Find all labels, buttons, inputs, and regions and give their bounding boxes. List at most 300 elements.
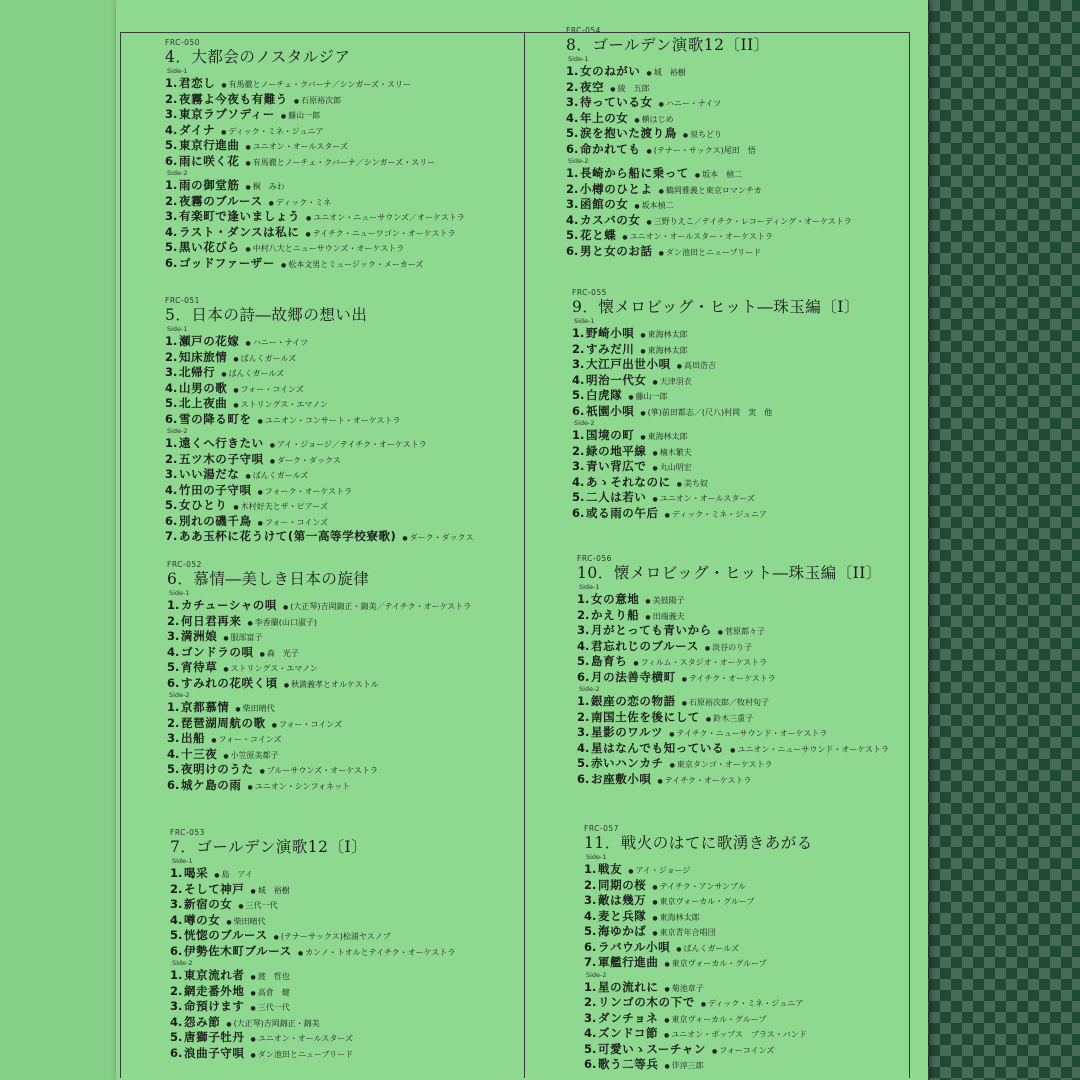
- track-artist: ● ユニオン・シンフォネット: [248, 782, 351, 791]
- track-number: 1.: [577, 592, 590, 606]
- track-title: 星の流れに: [598, 979, 659, 994]
- track-title: 島育ち: [591, 654, 628, 668]
- side-label: Side-1: [568, 55, 589, 63]
- track-artist: ● 城 裕樹: [251, 886, 290, 895]
- track-number: 2.: [167, 715, 180, 730]
- track-number: 1.: [584, 862, 597, 876]
- track-title: ラスト・ダンスは私に: [179, 224, 300, 239]
- catalog-number: FRC-057: [584, 824, 619, 833]
- track-row: [577, 756, 937, 772]
- track-row: [577, 623, 937, 639]
- track-title: ゴッドファーザー: [179, 255, 275, 270]
- track-artist: ● 李香蘭(山口淑子): [248, 618, 318, 627]
- track-title: 知床旅情: [179, 349, 228, 364]
- track-artist: ● ユニオン・オールスターズ: [251, 1034, 353, 1043]
- track-row: [170, 1046, 530, 1062]
- track-row: [566, 166, 926, 182]
- track-number: 5.: [167, 762, 180, 776]
- track-number: 4.: [572, 372, 585, 387]
- track-number: 1.: [165, 436, 178, 450]
- track-row: [572, 342, 932, 358]
- track-title: 麦と兵隊: [598, 908, 647, 923]
- track-number: 3.: [165, 467, 178, 481]
- track-title: 別れの磯千鳥: [179, 513, 252, 528]
- track-number: 1.: [165, 76, 178, 90]
- track-title: 白虎隊: [586, 388, 623, 402]
- track-row: [165, 154, 525, 170]
- side-label: Side-1: [574, 317, 595, 325]
- track-artist: ● 三代一代: [238, 901, 277, 910]
- track-title: 宵待草: [181, 660, 218, 674]
- track-row: [572, 388, 932, 404]
- track-row: [572, 506, 932, 522]
- track-row: [572, 357, 932, 373]
- track-number: 6.: [572, 403, 585, 418]
- track-title: 涙を抱いた渡り鳥: [580, 126, 677, 140]
- track-title: 満洲娘: [181, 629, 218, 643]
- track-artist: ● フィルム・スタジオ・オーケストラ: [633, 658, 767, 667]
- track-number: 4.: [572, 474, 585, 489]
- track-number: 1.: [170, 968, 183, 982]
- track-number: 4.: [566, 110, 579, 125]
- track-artist: ● 高田浩吉: [677, 361, 716, 370]
- track-row: [584, 995, 944, 1011]
- side-label: Side-1: [172, 857, 193, 865]
- track-artist: ● ストリングス・エマノン: [223, 664, 317, 673]
- track-row: [577, 608, 937, 624]
- track-artist: ● ストリングス・エマノン: [233, 400, 327, 409]
- track-artist: ● ばんくガールズ: [233, 354, 296, 363]
- track-artist: ● 菊池章子: [665, 984, 704, 993]
- track-artist: ● (大正琴)吉岡錦正・錦美: [226, 1019, 320, 1028]
- track-title: 野崎小唄: [586, 326, 635, 340]
- track-artist: ● 島 アイ: [214, 870, 253, 879]
- side-label: Side-2: [167, 427, 188, 435]
- track-title: 五ツ木の子守唄: [179, 451, 264, 466]
- track-number: 5.: [577, 654, 590, 668]
- track-row: [170, 882, 530, 898]
- track-title: 国境の町: [586, 428, 635, 442]
- album-title: 10．懐メロビッグ・ヒット―珠玉編〔II〕: [577, 564, 882, 582]
- track-row: [165, 529, 525, 545]
- track-title: 噂の女: [184, 912, 221, 927]
- track-title: 小樽のひとよ: [580, 181, 653, 196]
- track-row: [572, 326, 932, 342]
- side-label: Side-2: [579, 685, 600, 693]
- track-artist: ● ぱんくガールズ: [676, 944, 739, 953]
- track-row: [165, 412, 525, 428]
- side-label: Side-2: [574, 419, 595, 427]
- track-artist: ● 鈴木三重子: [706, 714, 753, 723]
- album-title: 9．懐メロビッグ・ヒット―珠玉編〔I〕: [572, 298, 860, 316]
- track-number: 3.: [577, 623, 590, 637]
- track-row: [165, 225, 525, 241]
- track-number: 6.: [165, 255, 178, 270]
- track-row: [165, 381, 525, 397]
- track-number: 4.: [584, 1026, 597, 1040]
- track-artist: ● 美ち奴: [677, 479, 708, 488]
- track-number: 1.: [566, 64, 579, 78]
- track-row: [572, 373, 932, 389]
- track-artist: ● 東海林太郎: [640, 330, 687, 339]
- track-row: [572, 444, 932, 460]
- track-title: 明治一代女: [586, 372, 647, 387]
- track-artist: ● 丸山明宏: [653, 463, 692, 472]
- sheet-margin: [0, 0, 116, 1080]
- track-number: 1.: [566, 166, 579, 180]
- track-title: 月がとっても青いから: [591, 623, 712, 637]
- track-title: 赤いハンカチ: [591, 756, 664, 770]
- track-number: 2.: [577, 607, 590, 622]
- track-title: 函館の女: [580, 197, 629, 211]
- track-artist: ● ダン池田とニューブリード: [659, 248, 762, 257]
- side-label: Side-1: [586, 853, 607, 861]
- track-title: 大江戸出世小唄: [586, 357, 671, 371]
- track-title: すみだ川: [586, 341, 635, 356]
- track-title: あゝそれなのに: [586, 474, 671, 489]
- track-number: 2.: [577, 709, 590, 724]
- track-number: 2.: [165, 349, 178, 364]
- track-title: 星影のワルツ: [591, 725, 664, 739]
- track-number: 3.: [165, 107, 178, 121]
- side-label: Side-2: [169, 691, 190, 699]
- track-row: [566, 182, 926, 198]
- track-row: [165, 334, 525, 350]
- track-artist: ● 鶴岡雅義と東京ロマンチカ: [659, 186, 762, 195]
- track-title: 女ひとり: [179, 498, 228, 512]
- track-row: [572, 459, 932, 475]
- track-title: 君恋し: [179, 76, 216, 90]
- track-title: そして神戸: [184, 881, 245, 896]
- track-artist: ● 藤山一郎: [628, 392, 667, 401]
- track-title: 遠くへ行きたい: [179, 436, 264, 450]
- track-artist: ● 田端義夫: [645, 612, 684, 621]
- track-row: [170, 928, 530, 944]
- track-row: [584, 955, 944, 971]
- track-title: 夜霧のブルース: [179, 193, 263, 208]
- track-row: [170, 944, 530, 960]
- track-number: 2.: [165, 193, 178, 208]
- track-artist: ● 柴田晴代: [226, 917, 265, 926]
- track-title: 何日君再来: [181, 613, 242, 628]
- track-title: 命かれても: [580, 141, 641, 156]
- track-artist: ● ばんくガールズ: [221, 369, 284, 378]
- track-artist: ● 有馬徹とノーチェ・クバーナ／シンガーズ・スリー: [221, 80, 411, 89]
- track-artist: ● ブルーサウンズ・オーケストラ: [260, 766, 378, 775]
- track-number: 6.: [584, 1057, 597, 1071]
- track-title: 戦友: [598, 862, 623, 876]
- catalog-number: FRC-053: [170, 828, 205, 837]
- track-number: 4.: [577, 638, 590, 653]
- track-row: [167, 716, 527, 732]
- track-title: 銀座の恋の物語: [591, 694, 676, 708]
- track-number: 6.: [167, 675, 180, 690]
- track-title: 歌う二等兵: [598, 1057, 659, 1071]
- track-number: 2.: [566, 181, 579, 196]
- track-artist: ● 石原裕次郎: [294, 96, 341, 105]
- track-title: 二人は若い: [586, 490, 647, 504]
- track-title: 城ケ島の雨: [181, 777, 242, 792]
- track-title: リンゴの木の下で: [598, 995, 695, 1009]
- track-row: [170, 999, 530, 1015]
- track-artist: ● ダン池田とニューブリード: [251, 1050, 354, 1059]
- track-artist: ● ディック・ミネ・ジュニア: [221, 127, 323, 136]
- track-artist: ● ハニー・ナイツ: [246, 338, 309, 347]
- track-title: 男と女のお話: [580, 243, 653, 258]
- track-row: [566, 126, 926, 142]
- track-row: [170, 1015, 530, 1031]
- track-row: [584, 924, 944, 940]
- track-number: 3.: [566, 197, 579, 211]
- track-title: 月の法善寺横町: [591, 669, 676, 684]
- track-title: お座敷小唄: [591, 771, 652, 786]
- track-number: 4.: [167, 644, 180, 659]
- track-title: 南国土佐を後にして: [591, 709, 700, 724]
- track-number: 1.: [165, 178, 178, 192]
- track-title: ダンチョネ: [598, 1010, 659, 1025]
- track-artist: ● テイチク・アンサンブル: [652, 882, 745, 891]
- track-number: 2.: [584, 995, 597, 1009]
- track-artist: ● フォー・コインズ: [272, 720, 342, 729]
- track-row: [167, 747, 527, 763]
- catalog-number: FRC-051: [165, 296, 200, 305]
- track-title: 唐獅子牡丹: [184, 1030, 245, 1044]
- track-title: 花と蝶: [580, 228, 617, 242]
- track-row: [167, 598, 527, 614]
- track-artist: ● フォー・コインズ: [211, 735, 281, 744]
- track-title: ダイナ: [179, 122, 216, 137]
- side-label: Side-2: [172, 959, 193, 967]
- track-artist: ● 天津羽衣: [653, 377, 692, 386]
- track-artist: ● ユニオン・ポップス ブラス・バンド: [664, 1030, 807, 1039]
- track-artist: ● ディック・ミネ・ジュニア: [701, 999, 803, 1008]
- track-row: [165, 256, 525, 272]
- track-number: 1.: [577, 694, 590, 708]
- track-number: 5.: [577, 756, 590, 770]
- track-title: 君忘れじのブルース: [591, 638, 699, 653]
- track-row: [572, 428, 932, 444]
- track-row: [167, 614, 527, 630]
- track-number: 4.: [165, 224, 178, 239]
- track-number: 3.: [584, 1010, 597, 1025]
- track-title: ああ玉杯に花うけて(第一高等学校寮歌): [179, 529, 397, 543]
- track-number: 2.: [566, 79, 579, 94]
- track-row: [566, 111, 926, 127]
- track-number: 4.: [165, 122, 178, 137]
- album-title: 6．慕情―美しき日本の旋律: [167, 570, 370, 588]
- track-artist: ● ダーク・ダックス: [270, 456, 341, 465]
- track-number: 6.: [165, 411, 178, 426]
- track-number: 3.: [165, 209, 178, 223]
- track-number: 6.: [167, 777, 180, 792]
- track-row: [170, 968, 530, 984]
- track-artist: ● 三代一代: [251, 1003, 290, 1012]
- album-section: [566, 26, 926, 259]
- track-artist: ● 三野りえこ／テイチク・レコーディング・オーケストラ: [647, 217, 852, 226]
- track-row: [584, 878, 944, 894]
- track-row: [167, 762, 527, 778]
- track-artist: ● 石原裕次郎／牧村旬子: [682, 698, 769, 707]
- track-row: [165, 498, 525, 514]
- track-number: 5.: [572, 490, 585, 504]
- track-artist: ● アイ・ジョージ: [628, 866, 690, 875]
- track-number: 5.: [170, 928, 183, 942]
- side-label: Side-1: [169, 589, 190, 597]
- track-title: 喝采: [184, 866, 209, 880]
- catalog-number: FRC-054: [566, 26, 601, 35]
- track-artist: ● (箏)前田都志／(尺八)村岡 実 他: [640, 408, 772, 417]
- track-artist: ● 横はじめ: [634, 115, 673, 124]
- track-title: 十三夜: [181, 746, 218, 761]
- track-number: 5.: [572, 388, 585, 402]
- track-row: [165, 396, 525, 412]
- track-artist: ● 伴淳三郎: [665, 1061, 704, 1070]
- track-artist: ● ディック・ミネ: [269, 198, 332, 207]
- catalog-number: FRC-056: [577, 554, 612, 563]
- track-title: 女のねがい: [580, 64, 641, 78]
- track-title: 女の意地: [591, 592, 640, 606]
- track-number: 6.: [170, 943, 183, 958]
- track-title: カスバの女: [580, 212, 641, 227]
- track-artist: ● (大正琴)吉岡錦正・錦美／テイチク・オーケストラ: [283, 602, 471, 611]
- track-title: 出船: [181, 731, 206, 745]
- track-number: 6.: [566, 141, 579, 156]
- track-row: [577, 772, 937, 788]
- track-number: 5.: [566, 126, 579, 140]
- track-number: 3.: [566, 95, 579, 109]
- track-row: [577, 654, 937, 670]
- track-row: [566, 80, 926, 96]
- track-row: [584, 1042, 944, 1058]
- track-artist: ● ディック・ミネ・ジュニア: [665, 510, 767, 519]
- track-artist: ● 楠木繁夫: [653, 448, 692, 457]
- track-artist: ● ユニオン・オールスター・オーケストラ: [622, 232, 773, 241]
- track-title: 網走番外地: [184, 983, 245, 998]
- track-artist: ● フォー・コインズ: [258, 518, 328, 527]
- track-row: [170, 1030, 530, 1046]
- track-row: [577, 670, 937, 686]
- track-number: 5.: [566, 228, 579, 242]
- track-artist: ● ハニー・ナイツ: [659, 99, 722, 108]
- track-row: [167, 629, 527, 645]
- track-row: [577, 592, 937, 608]
- track-artist: ● 中村八大とニューサウンズ・オーケストラ: [246, 244, 405, 253]
- side-label: Side-1: [579, 583, 600, 591]
- track-number: 5.: [584, 924, 597, 938]
- track-number: 5.: [584, 1041, 597, 1056]
- track-title: 黒い花びら: [179, 240, 240, 254]
- track-row: [165, 138, 525, 154]
- track-row: [577, 725, 937, 741]
- track-number: 6.: [577, 771, 590, 786]
- track-row: [167, 700, 527, 716]
- track-number: 2.: [584, 877, 597, 892]
- track-title: ズンドコ節: [598, 1026, 659, 1040]
- track-artist: ● 服部富子: [223, 633, 262, 642]
- track-row: [165, 123, 525, 139]
- track-number: 7.: [165, 529, 178, 543]
- track-title: 北上夜曲: [179, 396, 228, 410]
- track-number: 2.: [165, 451, 178, 466]
- track-title: 可愛いゝスーチャン: [598, 1041, 706, 1056]
- track-number: 5.: [165, 498, 178, 512]
- track-number: 4.: [584, 908, 597, 923]
- track-row: [584, 1057, 944, 1073]
- track-row: [566, 244, 926, 260]
- track-row: [167, 645, 527, 661]
- album-title: 8．ゴールデン演歌12〔II〕: [566, 36, 770, 54]
- track-row: [165, 365, 525, 381]
- track-title: ラバウル小唄: [598, 939, 671, 954]
- track-row: [165, 514, 525, 530]
- track-number: 3.: [167, 731, 180, 745]
- track-title: 夜空: [580, 79, 605, 94]
- track-title: いい湯だな: [179, 467, 240, 481]
- track-number: 1.: [167, 598, 180, 612]
- track-artist: ● カンノ・トオルとテイチク・オーケストラ: [298, 948, 456, 957]
- track-number: 7.: [584, 955, 597, 969]
- track-title: 伊勢佐木町ブルース: [184, 943, 292, 958]
- track-row: [566, 64, 926, 80]
- track-title: 緑の地平線: [586, 443, 647, 458]
- track-row: [165, 209, 525, 225]
- track-title: 星はなんでも知っている: [591, 740, 725, 755]
- track-artist: ● 美鼓陽子: [645, 596, 684, 605]
- track-row: [572, 404, 932, 420]
- track-number: 6.: [584, 939, 597, 954]
- track-number: 4.: [165, 482, 178, 497]
- side-label: Side-2: [586, 970, 607, 979]
- track-row: [170, 984, 530, 1000]
- track-row: [584, 909, 944, 925]
- track-artist: ● 東京タンゴ・オーケストラ: [670, 760, 773, 769]
- track-artist: ● 淡谷のり子: [705, 643, 752, 652]
- track-artist: ● フォー・コインズ: [233, 385, 303, 394]
- track-artist: ● 坂本楨二: [634, 201, 673, 210]
- track-row: [584, 893, 944, 909]
- track-number: 1.: [584, 979, 597, 994]
- track-title: 待っている女: [580, 95, 653, 109]
- track-title: カチューシャの唄: [181, 598, 277, 612]
- track-number: 6.: [566, 243, 579, 258]
- track-artist: ● (テナーサックス)松浦ヤスノブ: [274, 932, 391, 941]
- track-number: 2.: [572, 443, 585, 458]
- track-artist: ● (テナー・サックス)尾田 悟: [647, 146, 756, 155]
- track-artist: ● ユニオン・コンサート・オーケストラ: [258, 416, 401, 425]
- track-number: 4.: [577, 740, 590, 755]
- track-row: [165, 76, 525, 92]
- track-title: 山男の歌: [179, 380, 228, 395]
- track-row: [165, 194, 525, 210]
- track-number: 3.: [572, 357, 585, 371]
- track-artist: ● 菅原都々子: [718, 627, 765, 636]
- track-title: 浪曲子守唄: [184, 1045, 245, 1060]
- track-artist: ● ユニオン・オールスターズ: [653, 494, 755, 503]
- track-number: 5.: [165, 138, 178, 152]
- track-row: [566, 142, 926, 158]
- track-artist: ● 東京青年合唱団: [652, 928, 715, 937]
- track-row: [167, 676, 527, 692]
- track-artist: ● 東海林太郎: [640, 432, 687, 441]
- album-section: [170, 828, 530, 1061]
- track-row: [584, 940, 944, 956]
- track-number: 2.: [167, 613, 180, 628]
- track-artist: ● テイチク・ニューサウンド・オーケストラ: [669, 729, 827, 738]
- track-title: 青い背広で: [586, 459, 647, 473]
- track-artist: ● 渡 哲也: [251, 972, 290, 981]
- track-artist: ● テイチク・ニューワゴン・オーケストラ: [305, 229, 455, 238]
- track-number: 3.: [584, 893, 597, 907]
